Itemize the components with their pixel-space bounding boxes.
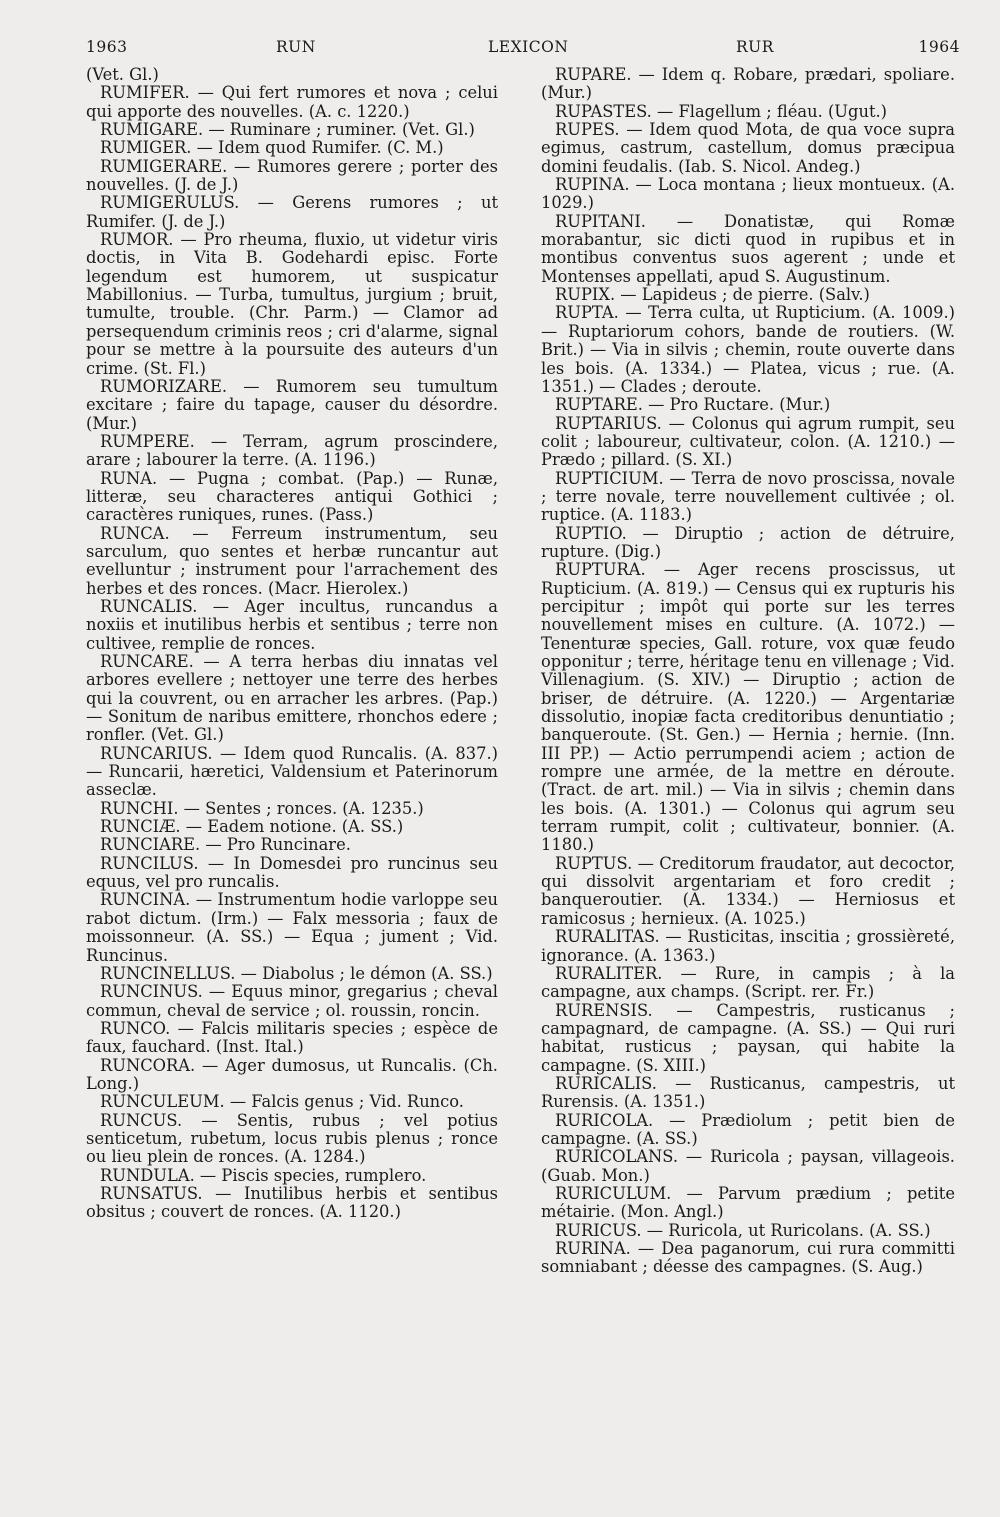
dictionary-entry: RUMOR. — Pro rheuma, fluxio, ut videtur viris doctis, in Vita B. Godehardi episc. Forte legendum est humorem, ut suspicatur Mabillonius. — Turba, tumultus, jurgium ; bruit, tumulte, trouble. (Chr. Parm.) — Clamor ad persequendum criminis reos ; cri d'alarme, signal pour se mettre à la poursuite des auteurs d'un crime. (St. Fl.) (86, 230, 498, 378)
dictionary-entry: RURALITAS. — Rusticitas, inscitia ; grossièreté, ignorance. (A. 1363.) (541, 927, 955, 965)
dictionary-entry: RURINA. — Dea paganorum, cui rura committi somniabant ; déesse des campagnes. (S. Aug.) (541, 1239, 955, 1277)
page-header (86, 38, 960, 64)
dictionary-entry: RUNCORA. — Ager dumosus, ut Runcalis. (Ch. Long.) (86, 1055, 498, 1093)
dictionary-entry: RUPES. — Idem quod Mota, de qua voce supra egimus, castrum, castellum, domus præcipua domini feudalis. (Iab. S. Nicol. Andeg.) (541, 120, 955, 176)
dictionary-entry: RUNCHI. — Sentes ; ronces. (A. 1235.) (100, 798, 424, 818)
dictionary-entry: RURENSIS. — Campestris, rusticanus ; campagnard, de campagne. (A. SS.) — Qui ruri habitat, rusticus ; paysan, qui habite la campagne. (S. XIII.) (541, 1000, 955, 1075)
dictionary-entry: RUNCARIUS. — Idem quod Runcalis. (A. 837.) — Runcarii, hæretici, Valdensium et Paterinorum asseclæ. (86, 743, 498, 800)
dictionary-entry: RUPINA. — Loca montana ; lieux montueux. (A. 1029.) (541, 175, 955, 213)
dictionary-entry: RUPTARE. — Pro Ructare. (Mur.) (555, 395, 831, 415)
dictionary-entry: RURICOLANS. — Ruricola ; paysan, villageois. (Guab. Mon.) (541, 1147, 955, 1185)
dictionary-entry: RUMIGERARE. — Rumores gerere ; porter des nouvelles. (J. de J.) (86, 156, 498, 195)
right-column (541, 66, 955, 1277)
dictionary-entry: RUPITANI. — Donatistæ, qui Romæ morabantur, sic dicti quod in rupibus et in montibus conventus suos agerent ; unde et Montenses appellati, apud S. Augustinum. (541, 211, 955, 286)
page-number-right: 1964 (918, 38, 960, 56)
dictionary-entry: RUPTIO. — Diruptio ; action de détruire, rupture. (Dig.) (541, 523, 955, 561)
dictionary-entry: RUPARE. — Idem q. Robare, prædari, spoliare. (Mur.) (541, 65, 955, 103)
dictionary-entry: RUMPERE. — Terram, agrum proscindere, arare ; labourer la terre. (A. 1196.) (86, 431, 498, 470)
running-head-left: RUN (276, 38, 316, 56)
dictionary-entry: RUMIGARE. — Ruminare ; ruminer. (Vet. Gl.) (100, 120, 475, 140)
dictionary-entry: RUPTURA. — Ager recens proscissus, ut Rupticium. (A. 819.) — Census qui ex rupturis his percipitur ; impôt qui porte sur les terres nouvellement mises en culture. (A. 1072.) — Tenenturæ species, Gall. roture, vox quæ feudo opponitur ; terre, héritage tenu en villenage ; Vid. Villenagium. (S. XIV.) — Diruptio ; action de briser, de détruire. (A. 1220.) — Argentariæ dissolutio, inopiæ facta creditoribus denuntiatio ; banqueroute. (St. Gen.) — Hernia ; hernie. (Inn. III PP.) — Actio perrumpendi aciem ; action de rompre une armée, de la mettre en déroute. (Tract. de art. mil.) — Via in silvis ; chemin dans les bois. (A. 1301.) — Colonus qui agrum seu terram rumpit, colit ; cultivateur, bonnier. (A. 1180.) (541, 560, 955, 855)
dictionary-entry: RURICOLA. — Prædiolum ; petit bien de campagne. (A. SS.) (541, 1110, 955, 1148)
dictionary-entry: RUPTICIUM. — Terra de novo proscissa, novale ; terre novale, terre nouvellement cultivée ; ol. ruptice. (A. 1183.) (541, 468, 955, 525)
dictionary-entry: RUPIX. — Lapideus ; de pierre. (Salv.) (555, 285, 870, 305)
dictionary-entry: RUNCIARE. — Pro Runcinare. (100, 835, 351, 855)
dictionary-entry: RUNCULEUM. — Falcis genus ; Vid. Runco. (100, 1092, 464, 1112)
dictionary-entry: RUMIGERULUS. — Gerens rumores ; ut Rumifer. (J. de J.) (86, 193, 498, 231)
dictionary-entry: RUMORIZARE. — Rumorem seu tumultum excitare ; faire du tapage, causer du désordre. (Mur.) (86, 376, 498, 433)
dictionary-entry: RUPTUS. — Creditorum fraudator, aut decoctor, qui dissolvit argentariam et foro credit ; banqueroutier. (A. 1334.) — Herniosus et ramicosus ; hernieux. (A. 1025.) (541, 853, 955, 928)
dictionary-entry: RUNCINA. — Instrumentum hodie varloppe seu rabot dictum. (Irm.) — Falx messoria ; faux de moissonneur. (A. SS.) — Equa ; jument ; Vid. Runcinus. (86, 890, 498, 965)
dictionary-entry: RUNCILUS. — In Domesdei pro runcinus seu equus, vel pro runcalis. (86, 853, 498, 892)
dictionary-entry: RUNCINELLUS. — Diabolus ; le démon (A. SS.) (100, 963, 493, 983)
dictionary-entry: RUMIFER. — Qui fert rumores et nova ; celui qui apporte des nouvelles. (A. c. 1220.) (86, 83, 498, 121)
dictionary-entry: RUNCARE. — A terra herbas diu innatas vel arbores evellere ; nettoyer une terre des herbes qui la couvrent, ou en arracher les arbres. (Pap.) — Sonitum de naribus emittere, rhonchos edere ; ronfler. (Vet. Gl.) (86, 652, 498, 745)
dictionary-entry: RURICALIS. — Rusticanus, campestris, ut Rurensis. (A. 1351.) (541, 1073, 955, 1112)
dictionary-entry: RUNCUS. — Sentis, rubus ; vel potius senticetum, rubetum, locus rubis plenus ; ronce ou lieu plein de ronces. (A. 1284.) (86, 1110, 498, 1167)
dictionary-entry: RUNCINUS. — Equus minor, gregarius ; cheval commun, cheval de service ; ol. roussin, roncin. (86, 982, 498, 1020)
dictionary-entry: RUPASTES. — Flagellum ; fléau. (Ugut.) (555, 101, 888, 121)
page-number-left: 1963 (86, 38, 128, 56)
dictionary-entry: RUNDULA. — Piscis species, rumplero. (100, 1165, 427, 1185)
dictionary-entry: RUNCIÆ. — Eadem notione. (A. SS.) (100, 817, 404, 837)
dictionary-entry: RUPTARIUS. — Colonus qui agrum rumpit, seu colit ; laboureur, cultivateur, colon. (A. 1210.) — Prædo ; pillard. (S. XI.) (541, 413, 955, 470)
dictionary-entry: RUPTA. — Terra culta, ut Rupticium. (A. 1009.) — Ruptariorum cohors, bande de routiers. (W. Brit.) — Via in silvis ; chemin, route ouverte dans les bois. (A. 1334.) — Platea, vicus ; rue. (A. 1351.) — Clades ; deroute. (541, 303, 955, 396)
dictionary-entry: (Vet. Gl.) (86, 65, 159, 84)
dictionary-entry: RUNCO. — Falcis militaris species ; espèce de faux, fauchard. (Inst. Ital.) (86, 1018, 498, 1057)
dictionary-entry: RUNA. — Pugna ; combat. (Pap.) — Runæ, litteræ, seu characteres antiqui Gothici ; caractères runiques, runes. (Pass.) (86, 468, 498, 525)
dictionary-entry: RURICULUM. — Parvum prædium ; petite métairie. (Mon. Angl.) (541, 1183, 955, 1222)
running-title: LEXICON (488, 38, 569, 56)
dictionary-entry: RURICUS. — Ruricola, ut Ruricolans. (A. SS.) (555, 1220, 931, 1240)
dictionary-entry: RURALITER. — Rure, in campis ; à la campagne, aux champs. (Script. rer. Fr.) (541, 963, 955, 1002)
left-column (86, 66, 498, 1222)
dictionary-entry: RUNCALIS. — Ager incultus, runcandus a noxiis et inutilibus herbis et sentibus ; terre non cultivee, remplie de ronces. (86, 596, 498, 653)
dictionary-entry: RUNCA. — Ferreum instrumentum, seu sarculum, quo sentes et herbæ runcantur aut evelluntur ; instrument pour l'arrachement des herbes et des ronces. (Macr. Hierolex.) (86, 523, 498, 598)
dictionary-entry: RUMIGER. — Idem quod Rumifer. (C. M.) (100, 138, 444, 158)
dictionary-entry: RUNSATUS. — Inutilibus herbis et sentibus obsitus ; couvert de ronces. (A. 1120.) (86, 1183, 498, 1222)
running-head-right: RUR (736, 38, 774, 56)
